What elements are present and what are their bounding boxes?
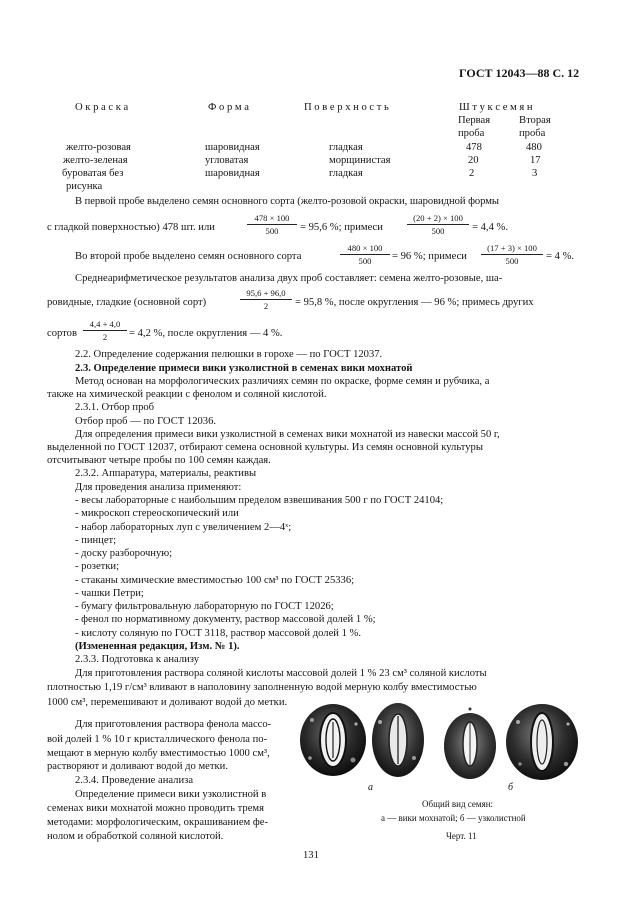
col-sub-first-2: проба: [458, 128, 485, 139]
calc-line-5: ровидные, гладкие (основной сорт): [47, 297, 207, 308]
calc-result-1: = 95,6 %; примеси: [300, 222, 383, 233]
page-number: 131: [303, 850, 319, 861]
table-cell-first: 478: [466, 142, 482, 153]
analysis-line-3: методами: морфологическим, окрашиванием фе-: [47, 817, 268, 828]
col-sub-second-2: проба: [519, 128, 546, 139]
figure-label-b: б: [508, 782, 514, 793]
fraction-5: $\frac{95,6 + 96,0}{2}$: [240, 288, 292, 311]
col-header-pieces: Ш т у к с е м я н: [459, 102, 533, 113]
calc-line-1: В первой пробе выделено семян основного сорта (желто-розовой окраски, шаровидной формы: [75, 196, 499, 207]
calc-line-6b: = 4,2 %, после округления — 4 %.: [129, 328, 283, 339]
section-2-3-3: 2.3.3. Подготовка к анализу: [75, 654, 200, 665]
calc-line-6: сортов: [47, 328, 77, 339]
figure-label-a: а: [368, 782, 373, 793]
calc-result-2: = 4,4 %.: [472, 222, 508, 233]
hcl-line-3: 1000 см³, перемешивают и доливают водой до метки.: [47, 697, 288, 708]
edition-note: (Измененная редакция, Изм. № 1).: [75, 641, 240, 652]
sampling-line-1: Для определения примеси вики узколистной в семенах вики мохнатой из навески массой 50 г,: [75, 429, 500, 440]
list-item: - чашки Петри;: [75, 588, 144, 599]
list-item: - бумагу фильтровальную лабораторную по ГОСТ 12026;: [75, 601, 334, 612]
table-cell-color-cont: рисунка: [66, 181, 103, 192]
fraction-3: $\frac{480 \times 100}{500}$: [340, 243, 390, 266]
calc-result-4: = 4 %.: [546, 251, 575, 262]
figure-number: Черт. 11: [446, 831, 477, 841]
list-item: - весы лабораторные с наибольшим пределом взвешивания 500 г по ГОСТ 24104;: [75, 495, 444, 506]
calc-result-3: = 96 %; примеси: [392, 251, 467, 262]
calc-line-4: Среднеарифметическое результатов анализа двух проб составляет: семена желто-розовые, ша-: [75, 273, 503, 284]
table-cell-color: желто-розовая: [66, 142, 131, 153]
calc-line-3: Во второй пробе выделено семян основного сорта: [75, 251, 302, 262]
fraction-6: $\frac{4,4 + 4,0}{2}$: [83, 319, 127, 342]
phenol-line-3: мещают в мерную колбу вместимостью 1000 см³,: [47, 748, 270, 759]
fraction-1: $\frac{478 \times 100}{500}$: [247, 213, 297, 236]
list-item: - кислоту соляную по ГОСТ 3118, раствор массовой долей 1 %.: [75, 628, 362, 639]
method-line-1: Метод основан на морфологических различиях семян по окраске, форме семян и рубчика, а: [75, 376, 490, 387]
seed-image-vetch-narrow-2: [504, 700, 580, 782]
table-cell-color: буроватая без: [62, 168, 124, 179]
section-2-3-2: 2.3.2. Аппаратура, материалы, реактивы: [75, 468, 257, 479]
col-header-form: Ф о р м а: [208, 102, 249, 113]
table-cell-surface: гладкая: [329, 142, 363, 153]
list-item: - доску разборочную;: [75, 548, 173, 559]
table-cell-second: 17: [530, 155, 541, 166]
hcl-line-2: плотностью 1,19 г/см³ вливают в наполовину заполненную водой мерную колбу вместимостью: [47, 682, 477, 693]
hcl-line-1: Для приготовления раствора соляной кислоты массовой долей 1 % 23 см³ соляной кислоты: [75, 668, 487, 679]
table-cell-form: угловатая: [205, 155, 249, 166]
table-cell-color: желто-зеленая: [63, 155, 128, 166]
table-cell-second: 3: [532, 168, 538, 179]
col-header-surface: П о в е р х н о с т ь: [304, 102, 389, 113]
list-item: - пинцет;: [75, 535, 117, 546]
list-item: - микроскоп стереоскопический или: [75, 508, 239, 519]
fraction-2: $\frac{(20 + 2) \times 100}{500}$: [407, 213, 469, 236]
table-cell-surface: морщинистая: [329, 155, 391, 166]
method-line-2: также на химической реакции с фенолом и соляной кислотой.: [47, 389, 327, 400]
phenol-line-1: Для приготовления раствора фенола массо-: [75, 719, 272, 730]
list-item: - стаканы химические вместимостью 100 см³ по ГОСТ 25336;: [75, 575, 355, 586]
figure-caption-title: Общий вид семян:: [422, 799, 494, 809]
analysis-line-1: Определение примеси вики узколистной в: [75, 789, 267, 800]
col-header-color: О к р а с к а: [75, 102, 129, 113]
page-header: ГОСТ 12043—88 С. 12: [459, 66, 580, 80]
table-cell-form: шаровидная: [205, 142, 260, 153]
col-sub-first: Первая: [458, 115, 491, 126]
table-cell-surface: гладкая: [329, 168, 363, 179]
analysis-line-2: семенах вики мохнатой можно проводить тремя: [47, 803, 264, 814]
seed-image-vetch-hairy-side: [370, 700, 426, 780]
section-2-3-title: 2.3. Определение примеси вики узколистной в семенах вики мохнатой: [75, 363, 413, 374]
phenol-line-4: растворяют и доливают водой до метки.: [47, 761, 228, 772]
phenol-line-2: вой долей 1 % 10 г кристаллического фенола по-: [47, 734, 268, 745]
list-item: - фенол по нормативному документу, раствор массовой долей 1 %;: [75, 614, 376, 625]
table-cell-second: 480: [526, 142, 542, 153]
col-sub-second: Вторая: [519, 115, 551, 126]
fraction-4: $\frac{(17 + 3) \times 100}{500}$: [481, 243, 543, 266]
section-2-2: 2.2. Определение содержания пелюшки в горохе — по ГОСТ 12037.: [75, 349, 383, 360]
table-cell-first: 20: [468, 155, 479, 166]
section-2-3-1: 2.3.1. Отбор проб: [75, 402, 155, 413]
table-cell-form: шаровидная: [205, 168, 260, 179]
sampling-line-3: отсчитывают четыре пробы по 100 семян каждая.: [47, 455, 271, 466]
list-item: - розетки;: [75, 561, 120, 572]
sampling-line-2: выделенной по ГОСТ 12037, отбирают семена основной культуры. Из семян основной культуры: [47, 442, 483, 453]
section-2-3-4: 2.3.4. Проведение анализа: [75, 775, 194, 786]
list-item: - набор лабораторных луп с увеличением 2—4ˣ;: [75, 522, 292, 533]
seed-image-vetch-narrow: [442, 706, 498, 782]
analysis-line-4: нолом и обработкой соляной кислотой.: [47, 831, 224, 842]
sampling-ref: Отбор проб — по ГОСТ 12036.: [75, 416, 217, 427]
table-cell-first: 2: [469, 168, 475, 179]
calc-line-2: с гладкой поверхностью) 478 шт. или: [47, 222, 215, 233]
seed-image-vetch-hairy: [298, 700, 368, 778]
calc-line-5b: = 95,8 %, после округления — 96 %; примесь других: [295, 297, 534, 308]
figure-caption-legend: а — вики мохнатой; б — узколистной: [381, 813, 526, 823]
equipment-intro: Для проведения анализа применяют:: [75, 482, 242, 493]
